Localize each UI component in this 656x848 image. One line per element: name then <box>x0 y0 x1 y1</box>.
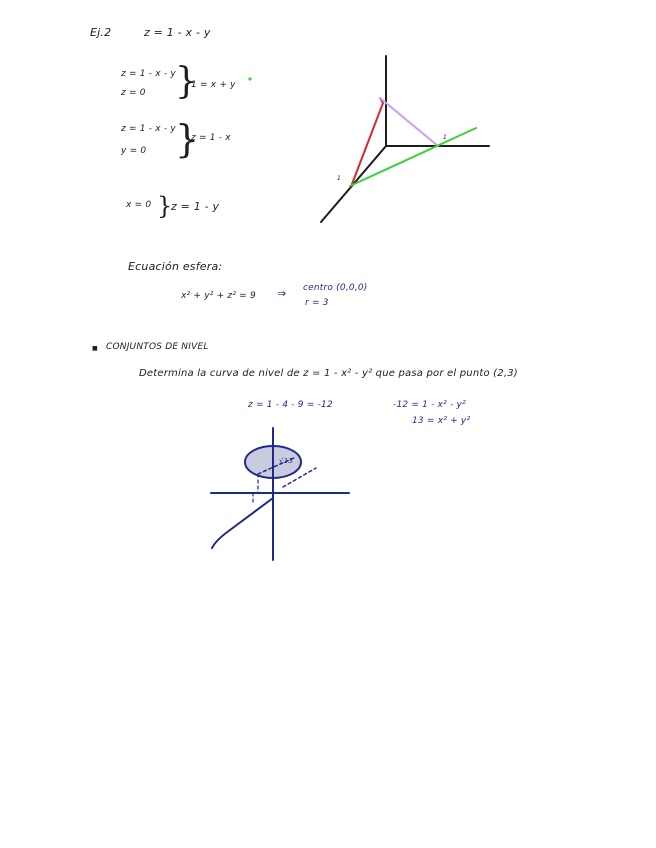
implies-arrow: ⇒ <box>277 287 287 300</box>
sphere-equation: x² + y² + z² = 9 <box>181 291 256 301</box>
sphere-center: centro (0,0,0) <box>303 283 368 293</box>
trace3-result: z = 1 - y <box>171 200 220 213</box>
trace1-result: 1 = x + y <box>191 80 236 90</box>
section-bullet: ■ <box>92 345 98 352</box>
trace1-brace: } <box>175 61 198 102</box>
trace2-line1: z = 1 - x - y <box>121 124 176 134</box>
trace2-brace: } <box>175 117 200 161</box>
trace2-result: z = 1 - x <box>191 133 231 143</box>
calc-equation: -12 = 1 - x² - y² <box>393 400 466 410</box>
section-title: CONJUNTOS DE NIVEL <box>106 342 209 352</box>
sphere-title: Ecuación esfera: <box>128 260 223 273</box>
trace2-line2: y = 0 <box>121 146 147 156</box>
diagonal-axis <box>212 498 273 548</box>
calc-z-value: z = 1 - 4 - 9 = -12 <box>248 400 333 410</box>
exercise-label: Ej.2 <box>90 26 112 39</box>
trace3-brace: } <box>157 192 173 220</box>
trace1-line2: z = 0 <box>121 88 146 98</box>
sphere-radius: r = 3 <box>305 298 329 308</box>
plot1-y-intercept-label: 1 <box>443 134 448 141</box>
plane-equation: z = 1 - x - y <box>144 26 211 39</box>
plot1-x-intercept-label: 1 <box>337 175 342 182</box>
trace3-line1: x = 0 <box>126 200 152 210</box>
level-curve-prompt: Determina la curva de nivel de z = 1 - x² - y² que pasa por el punto (2,3) <box>139 368 518 379</box>
calc-radius-squared: 13 = x² + y² <box>412 416 471 426</box>
ellipse-radius-label: √13 <box>279 457 293 465</box>
trace1-line1: z = 1 - x - y <box>121 69 176 79</box>
